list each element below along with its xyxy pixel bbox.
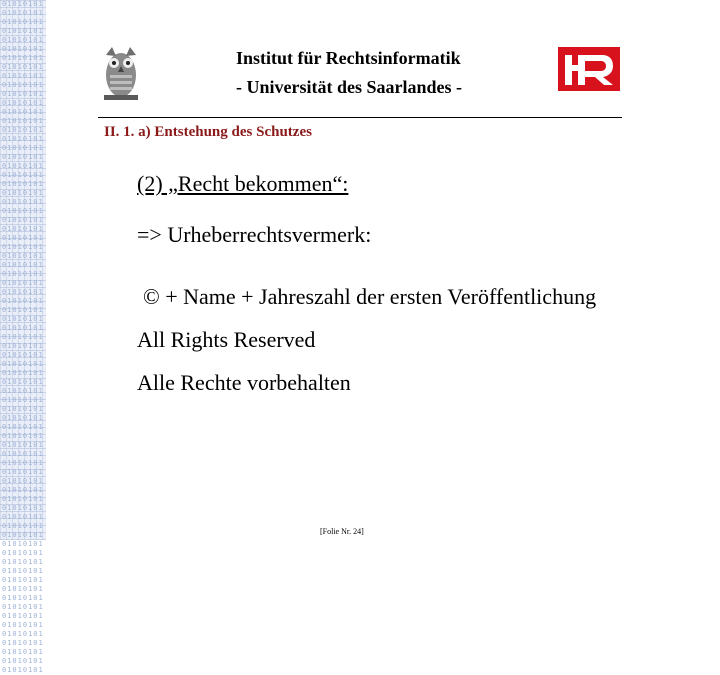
text-alle-rechte-vorbehalten: Alle Rechte vorbehalten <box>137 370 351 395</box>
owl-seal-icon <box>98 45 144 103</box>
text-all-rights-reserved: All Rights Reserved <box>137 327 316 352</box>
subheading-recht-bekommen: (2) „Recht bekommen“: <box>137 171 349 196</box>
slide-number-label: [Folie Nr. 24] <box>320 527 364 536</box>
ifr-logo-icon <box>558 47 620 91</box>
text-copyright-formula: © + Name + Jahreszahl der ersten Veröffentlichung <box>143 284 597 309</box>
section-heading: II. 1. a) Entstehung des Schutzes <box>104 124 312 140</box>
text-urheberrechtsvermerk: => Urheberrechtsvermerk: <box>137 222 372 247</box>
university-subtitle: - Universität des Saarlandes - <box>236 77 462 97</box>
header-divider <box>98 117 622 118</box>
institute-title: Institut für Rechtsinformatik <box>236 48 461 68</box>
decorative-binary-strip: 010101010101010101010101010101010101010101010101010101010101010101010101010101010101010101010101010101010101010101010101010101010101010101010101010101010101010101010101010101010101010101010101010101010101010101010101010101010101010101010101010101010101010101010101010101010101010101010101010101010101010101010101010101010101010101010101010101010101010101010101010101010101010101010101010101010101010101010101010101010101010101010101010101010101010101010101010101010101010101010101010101010101010101010101010101010101010101010101010101010101010101010101010101010101010101010101010101010101010101010101 <box>0 0 46 540</box>
